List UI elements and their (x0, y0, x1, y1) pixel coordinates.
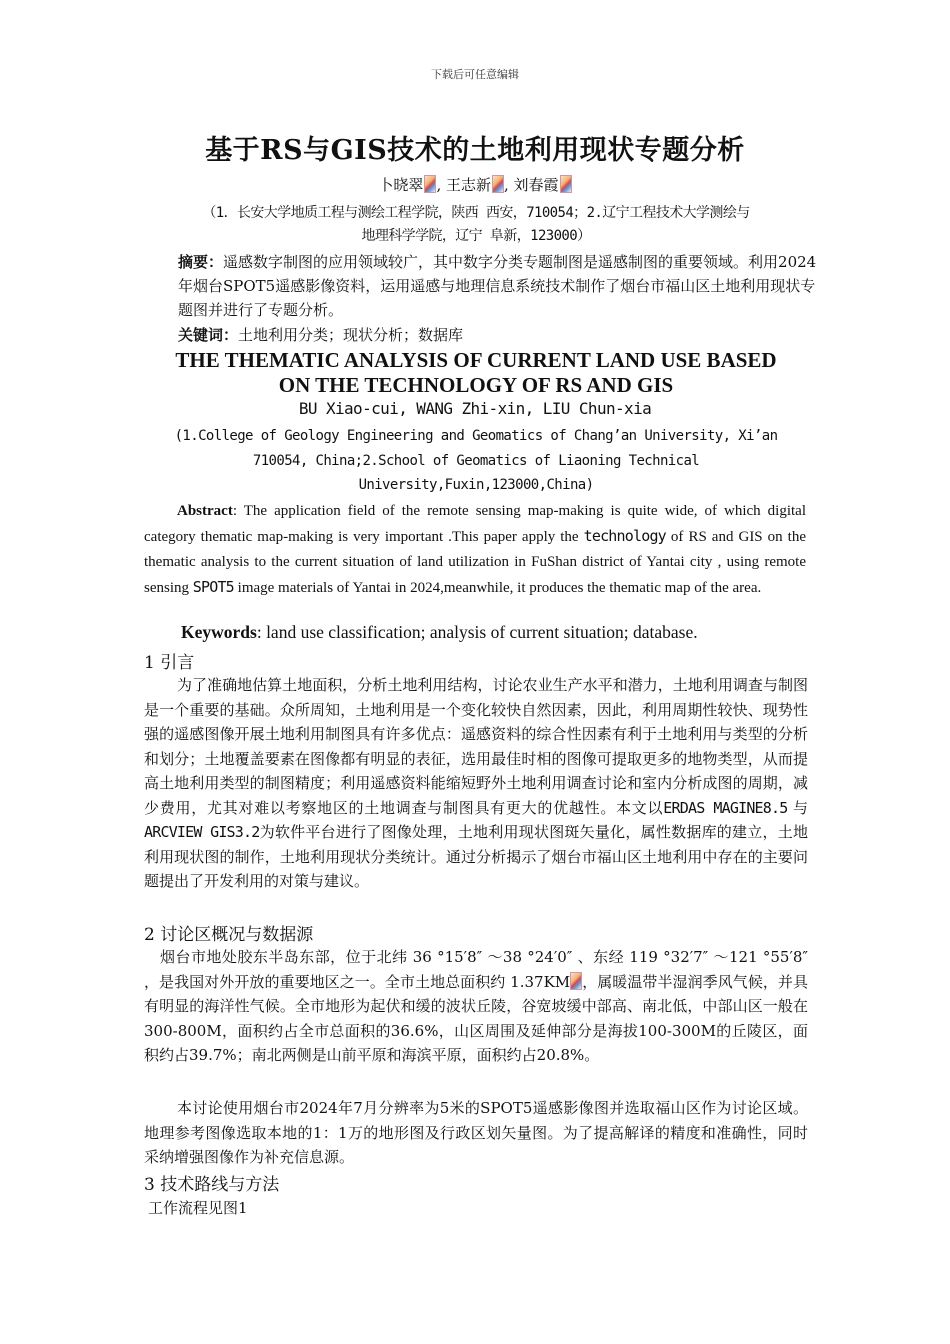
keywords-en-label: Keywords (181, 622, 257, 642)
keywords-en-text: : land use classification; analysis of current situation; database. (256, 622, 698, 642)
section-2-paragraph-2: 本讨论使用烟台市2024年7月分辨率为5米的SPOT5遥感影像图并选取福山区作为讨论区域。地理参考图像选取本地的1：1万的地形图及行政区划矢量图。为了提高解译的精度和准确性，同时采纳增强图像作为补充信息源。 (144, 1099, 808, 1166)
author-3: 刘春霞 (513, 176, 559, 194)
affiliation-en-line-2: 710054, China;2.School of Geomatics of Liaoning Technical (252, 452, 700, 469)
section-2-paragraph-1 (144, 945, 808, 1068)
keywords-cn (178, 324, 463, 345)
section-1-text-1: 为了准确地估算土地面积，分析土地利用结构，讨论农业生产水平和潜力，土地利用调查与制图是一个重要的基础。众所周知，土地利用是一个变化较快自然因素，因此，利用周期性较快、现势性强的遥感图像开展土地利用制图具有许多优点：遥感资料的综合性因素有利于土地利用与类型的分析和划分；土地覆盖要素在图像都有明显的表征，选用最佳时相的图像可提取更多的地物类型，从而提高土地利用类型的制图精度；利用遥感资料能缩短野外土地利用调查讨论和室内分析成图的周期，减少费用，尤其对难以考察地区的土地调查与制图具有更大的优越性。本文以 (144, 676, 808, 817)
abstract-en-text-2: of RS and GIS on the thematic analysis to the current situation of land utilization in FuShan district of Yantai city , using remote sensing (144, 529, 807, 596)
abstract-en-mono-1: technology (583, 527, 666, 545)
section-1-paragraph (144, 673, 808, 894)
section-2-heading: 2 讨论区概况与数据源 (144, 925, 314, 945)
title-en-line-1: THE THEMATIC ANALYSIS OF CURRENT LAND USE BASED (175, 348, 777, 372)
affiliation (144, 202, 808, 248)
section-2-text-1b: ，属暖温带半湿润季风气候，并具有明显的海洋性气候。全市地形为起伏和缓的波状丘陵，谷宽坡缓中部高、南北低，中部山区一般在300-800M，面积约占全市总面积的36.6%，山区周围及延伸部分是海拔100-300M的丘陵区，面积约占39.7%；南北两侧是山前平原和海滨平原，面积约占20.8%。 (144, 972, 808, 1064)
affiliation-line-2: 地理科学学院，辽宁 阜新，123000） (361, 228, 591, 244)
abstract-en-mono-2: SPOT5 (192, 578, 234, 596)
section-3-paragraph: 工作流程见图1 (148, 1199, 248, 1217)
image-placeholder-icon (492, 175, 504, 193)
section-1-text-2: 为软件平台进行了图像处理，土地利用现状图斑矢量化，属性数据库的建立，土地利用现状图的制作，土地利用现状分类统计。通过分析揭示了烟台市福山区土地利用中存在的主要问题提出了开发利用的对策与建议。 (144, 823, 808, 890)
header-note: 下载后可任意编辑 (431, 68, 519, 81)
paper-title-en (144, 348, 808, 398)
keywords-cn-label: 关键词： (178, 326, 239, 344)
affiliation-en-line-3: University,Fuxin,123000,China) (358, 477, 594, 493)
abstract-en (144, 499, 806, 601)
section-3-heading: 3 技术路线与方法 (144, 1175, 280, 1195)
abstract-cn-text: 遥感数字制图的应用领域较广，其中数字分类专题制图是遥感制图的重要领域。利用2024年烟台SPOT5遥感影像资料，运用遥感与地理信息系统技术制作了烟台市福山区土地利用现状专题图并进行了专题分析。 (178, 253, 817, 319)
keywords-en (181, 622, 698, 643)
author-2: 王志新 (445, 176, 491, 194)
abstract-en-label: Abstract (177, 503, 233, 519)
author-1: 卜晓翠 (378, 176, 424, 194)
authors-en: BU Xiao-cui, WANG Zhi-xin, LIU Chun-xia (298, 399, 652, 418)
software-2: ARCVIEW GIS3.2 (144, 823, 260, 841)
title-en-line-2: ON THE TECHNOLOGY OF RS AND GIS (278, 373, 674, 397)
software-1: ERDAS MAGINE8.5 (663, 798, 788, 817)
abstract-cn-label: 摘要： (178, 253, 224, 271)
affiliation-en (144, 424, 808, 498)
image-placeholder-icon (424, 175, 436, 193)
authors: 卜晓翠 , 王志新 , 刘春霞 (0, 174, 950, 195)
section-1-heading: 1 引言 (144, 653, 195, 673)
abstract-en-text-3: image materials of Yantai in 2024,meanwhile, it produces the thematic map of the area. (233, 580, 762, 596)
abstract-en-text-1: : The application field of the remote sensing map-making is quite wide, of which digital category thematic map-making is very important .This paper apply the (144, 503, 806, 545)
section-1-text-mid: 与 (787, 798, 808, 817)
abstract-cn (178, 250, 818, 322)
affiliation-line-1: （1．长安大学地质工程与测绘工程学院，陕西 西安，710054；2.辽宁工程技术大学测绘与 (202, 205, 750, 221)
paper-title: 基于RS与GIS技术的土地利用现状专题分析 (205, 135, 745, 166)
image-placeholder-icon (570, 972, 582, 990)
section-2-text-1a: 烟台市地处胶东半岛东部，位于北纬 36 °15′8″ ～38 °24′0″ 、东经 119 °32′7″ ～121 °55′8″ ，是我国对外开放的重要地区之一。全市土地总面积约 1.37KM (144, 948, 808, 991)
image-placeholder-icon (560, 175, 572, 193)
keywords-cn-text: 土地利用分类；现状分析；数据库 (238, 326, 464, 344)
affiliation-en-line-1: (1.College of Geology Engineering and Geomatics of Chang’an University, Xi’an (174, 428, 778, 444)
